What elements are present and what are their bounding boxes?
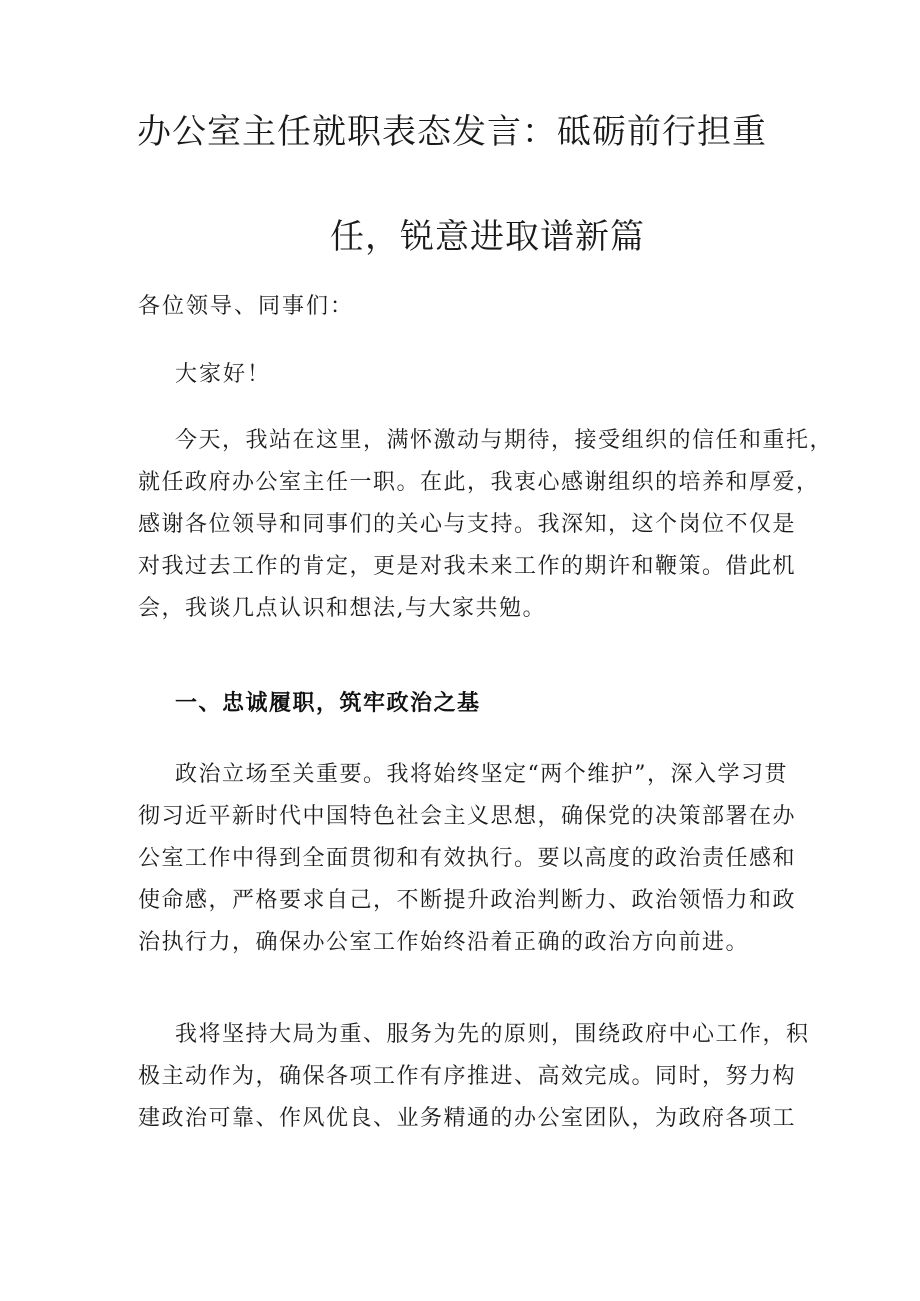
paragraph-line: 今天，我站在这里，满怀激动与期待，接受组织的信任和重托， <box>175 428 834 453</box>
paragraph-line: 我将坚持大局为重、服务为先的原则，围绕政府中心工作，积 <box>175 1022 810 1047</box>
section-heading-1: 一、忠诚履职，筑牢政治之基 <box>175 690 481 716</box>
paragraph-line: 使命感，严格要求自己，不断提升政治判断力、政治领悟力和政 <box>138 888 797 913</box>
paragraph-2 <box>138 754 797 964</box>
paragraph-line: 会，我谈几点认识和想法,与大家共勉。 <box>138 596 546 621</box>
paragraph-1 <box>138 420 834 630</box>
document-title-line-1: 办公室主任就职表态发言：砥砺前行担重 <box>137 112 767 152</box>
paragraph-line: 治执行力，确保办公室工作始终沿着正确的政治方向前进。 <box>138 930 750 955</box>
paragraph-line: 极主动作为，确保各项工作有序推进、高效完成。同时，努力构 <box>138 1064 797 1089</box>
document-title-line-2: 任，锐意进取谱新篇 <box>330 217 645 257</box>
paragraph-line: 公室工作中得到全面贯彻和有效执行。要以高度的政治责任感和 <box>138 846 797 871</box>
paragraph-line: 政治立场至关重要。我将始终坚定“两个维护”，深入学习贯 <box>175 762 788 787</box>
paragraph-line: 感谢各位领导和同事们的关心与支持。我深知，这个岗位不仅是 <box>138 512 797 537</box>
paragraph-line: 对我过去工作的肯定，更是对我未来工作的期许和鞭策。借此机 <box>138 554 797 579</box>
salutation: 各位领导、同事们： <box>138 294 355 319</box>
paragraph-line: 就任政府办公室主任一职。在此，我衷心感谢组织的培养和厚爱， <box>138 470 820 495</box>
greeting: 大家好！ <box>175 362 272 387</box>
paragraph-line: 建政治可靠、作风优良、业务精通的办公室团队，为政府各项工 <box>138 1106 797 1131</box>
paragraph-line: 彻习近平新时代中国特色社会主义思想，确保党的决策部署在办 <box>138 804 797 829</box>
paragraph-3 <box>138 1014 810 1140</box>
